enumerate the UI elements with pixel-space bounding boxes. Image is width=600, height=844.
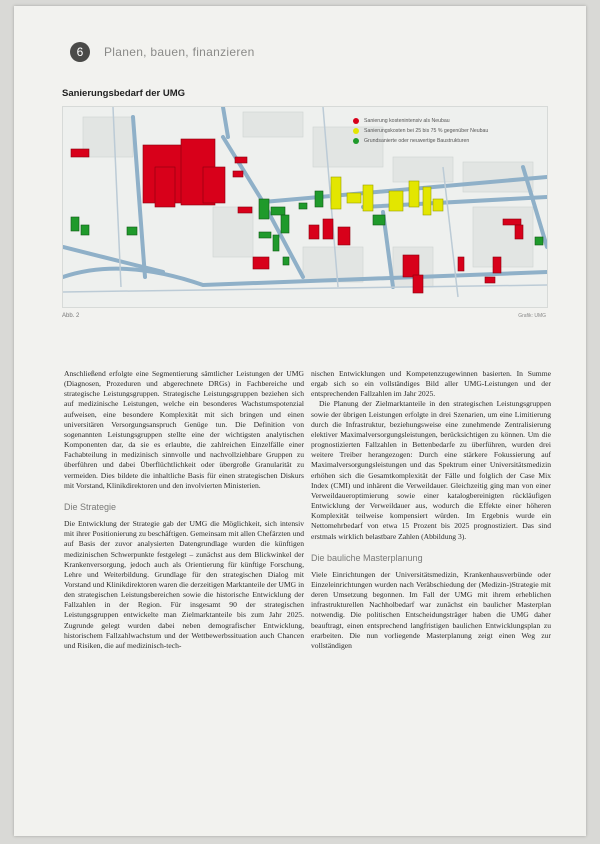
paragraph: nischen Entwicklungen und Kompetenzzugewinnen basierten. In Summe ergab sich so ein vollständiges Bild aller UMG-Leistungen und der entsprechenden Fallzahlen im Jahr 2025. — [311, 369, 551, 399]
legend-label: Grundsanierte oder neuwertige Baustrukturen — [364, 138, 470, 144]
legend-label: Sanierung kostenintensiv als Neubau — [364, 118, 450, 124]
section-title: Planen, bauen, finanzieren — [104, 45, 255, 59]
legend-item — [353, 116, 488, 126]
green-dot-icon — [353, 138, 359, 144]
subheading: Die bauliche Masterplanung — [311, 552, 423, 563]
map-legend — [353, 116, 488, 146]
legend-item — [353, 126, 488, 136]
legend-item — [353, 136, 488, 146]
left-text-column — [64, 369, 304, 651]
figure-title: Sanierungsbedarf der UMG — [62, 88, 185, 99]
paragraph: Viele Einrichtungen der Universitätsmedizin, Krankenhausverbünde oder Einzeleinrichtungen wurden nach Veräbschiedung der (Medizin-)Strategie mit deren Umsetzung begonnen. Im Fall der UMG mit ihrem erheblichen infrastrukturellen Nachholbedarf war zunächst ein baulicher Masterplan notwendig. Die politischen Entscheidungsträger haben die UMG daher beauftragt, einen entsprechend langfristigen baulichen Entwicklungsplan zu erarbeiten. Die nun vorliegende Masterplanung zeigt einen Weg zur vollständigen — [311, 569, 551, 650]
paragraph: Die Planung der Zielmarktanteile in den strategischen Leistungsgruppen sowie der übrigen Leistungen erfolgte in drei Szenarien, um eine Limitierung durch die Infrastruktur, beziehungsweise eine zunehmende Zentralisierung elektiver Maximalversorgungsleistungen, berücksichtigen zu können. Um die prognostizierten Fallzahlen in Bettenbedarfe zu überführen, wurden drei weitere Treiber herangezogen: Durch eine stärkere Fokussierung auf Maximalversorgungsleistungen und das Spektrum einer Universitätsmedizin erhöhen sich die Gesamtkomplexität der Fälle und folglich der Case Mix Index (CMI) und inhärent die Verweildauer. Gleichzeitig ging man von einer Verweildaueroptimierung sowie einer katalogbereinigten rückläufigen Entwicklung der Verweildauer aus, wodurch die Effekte einer höheren Komplexität teilweise kompensiert würden. Im Ergebnis wurde ein Nettomehrbedarf von etwa 15 Prozent bis 2025 prognostiziert. Das sind erstmals wirklich belastbare Zahlen (Abbildung 3). — [311, 399, 551, 541]
yellow-dot-icon — [353, 128, 359, 134]
paragraph: Die Entwicklung der Strategie gab der UMG die Möglichkeit, sich intensiv mit ihrer Positionierung zu beschäftigen. Gemeinsam mit allen Chefärzten und auf Basis der zuvor analysierten Datengrundlage wurden die künftigen medizinischen Schwerpunkte festgelegt – zunächst aus dem Blickwinkel der Krankenversorgung, jedoch auch als Orientierung für künftige Forschung, Lehre und Weiterbildung. Grundlage für den strategischen Dialog mit Vorstand und Klinikdirektoren waren die derzeitigen Marktanteile der UMG in den strategischen Leistungsbereichen sowie die historische Entwicklung der Fallzahlen in der Region. Für insgesamt 90 der strategischen Leistungsgruppen entwickelte man Zielmarktanteile bis zum Jahr 2025. Zugrunde gelegt wurden dabei neben demografischer Entwicklung, historischem Fallzahlwachstum und der Wettbewerbssituation auch Chancen und Risiken, die auf medizinisch-tech- — [64, 519, 304, 650]
figure-credit: Grafik: UMG — [518, 313, 546, 319]
subheading: Die Strategie — [64, 501, 117, 512]
red-dot-icon — [353, 118, 359, 124]
right-text-column — [311, 369, 551, 651]
paragraph: Anschließend erfolgte eine Segmentierung sämtlicher Leistungen der UMG (Diagnosen, Prozeduren und abgerechnete DRGs) in Fachbereiche und strategische Leistungsgruppen. Strategische Leistungsgruppen beziehen sich auf medizinische Leistungen, welche ein besonderes Wachstumspotenzial aufweisen, eine besondere Komplexität mit sich bringen und einen universitären Versorgungsanspruch Genüge tun. Die Definition von sogenannten Leistungsgruppen stellte eine der wichtigsten analytischen Komponenten dar, da sie es erlaubte, die zahlreichen Einzelfälle einer Fachabteilung in medizinisch sinnvolle und nachvollziehbare Gruppen zu überführen und dabei Überflüchtlichkeit oder übergroße Granularität zu vermeiden. Dies bildete die inhaltliche Basis für einen strategischen Diskurs mit Vorstand, Klinikdirektoren und den involvierten Ministerien. — [64, 369, 304, 490]
figure-caption: Abb. 2 — [62, 313, 80, 319]
page-number-badge: 6 — [70, 42, 90, 62]
legend-label: Sanierungskosten bei 25 bis 75 % gegenüber Neubau — [364, 128, 489, 134]
